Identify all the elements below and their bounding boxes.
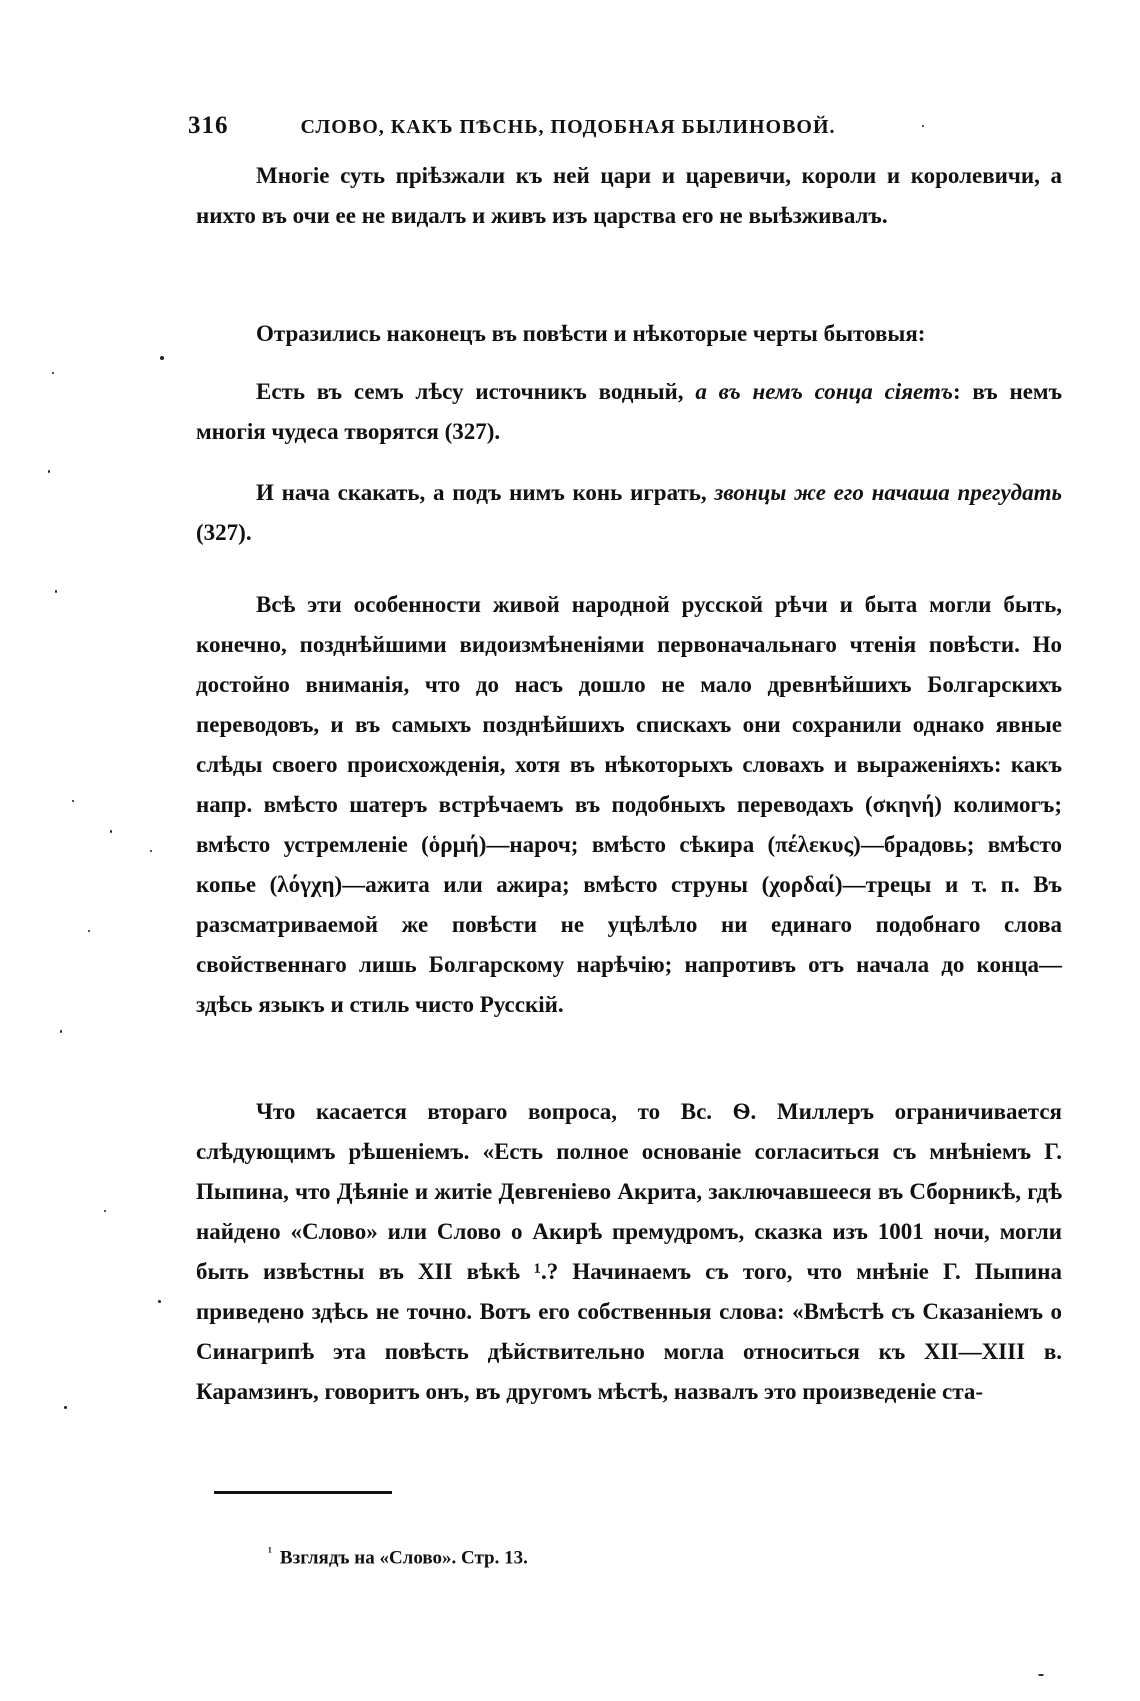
footnote-text: Взглядъ на «Слово». Стр. 13.: [279, 1547, 528, 1569]
scan-speck: [60, 1030, 62, 1033]
text-segment: Всѣ эти особенности живой народной русской рѣчи и быта могли быть, конечно, позднѣйшими видоизмѣненіями первоначальнаго чтенія повѣсти. Но достойно вниманія, что до насъ дошло не мало древнѣйшихъ Болгарскихъ переводовъ, и въ самыхъ позднѣйшихъ спискахъ они сохранили однако явные слѣды своего происхожденія, хотя въ нѣкоторыхъ словахъ и выраженіяхъ: какъ напр. вмѣсто шатеръ встрѣчаемъ въ подобныхъ переводахъ (σκηνή) колимогъ; вмѣсто устремленіе (ὁρμή)—нароч; вмѣсто сѣкира (πέλεκυς)—брадовь; вмѣсто копье (λόγχη)—ажита или ажира; вмѣсто струны (χορδαί)—трецы и т. п. Въ разсматриваемой же повѣсти не уцѣлѣло ни единаго подобнаго слова свойственнаго лишь Болгарскому нарѣчію; напротивъ отъ начала до конца—здѣсь языкъ и стиль чисто Русскій.: [196, 592, 1062, 1017]
scan-speck: [88, 930, 90, 932]
paragraph-1: [196, 156, 1062, 282]
running-title: СЛОВО, КАКЪ ПѢСНЬ, ПОДОБНАЯ БЫЛИНОВОЙ.: [300, 116, 836, 138]
paragraph-6: [196, 1092, 1062, 1452]
scan-speck: [52, 372, 54, 374]
scan-speck: [1038, 1674, 1044, 1676]
scan-speck: [48, 470, 50, 473]
scan-speck: [104, 1210, 106, 1212]
text-segment: : въ немъ многія чудеса творятся (327).: [196, 379, 1062, 444]
page-header: [188, 112, 1068, 148]
footnote-divider: [214, 1491, 392, 1494]
footnote-marker: ¹: [268, 1544, 272, 1559]
scan-speck: [55, 590, 57, 593]
text-segment: Многіе суть пріѣзжали къ ней цари и царевичи, короли и королевичи, а нихто въ очи ее не видалъ и живъ изъ царства его не выѣзживалъ.: [196, 163, 1062, 228]
scan-speck: [158, 1300, 161, 1303]
italic-segment: а въ немъ сонца сіяетъ: [695, 379, 953, 404]
scan-speck: [64, 1406, 67, 1409]
scan-speck: [110, 830, 112, 833]
paragraph-4-quote: [196, 473, 1062, 557]
scan-speck: [150, 850, 152, 852]
italic-segment: звонцы же его начаша прегудать: [714, 480, 1062, 505]
footnote: [268, 1538, 968, 1572]
text-segment: Отразились наконецъ въ повѣсти и нѣкоторые черты бытовыя:: [256, 321, 926, 346]
page-number: 316: [188, 112, 229, 139]
text-segment: И нача скакать, а подъ нимъ конь играть,: [256, 480, 715, 505]
text-segment: (327).: [196, 520, 252, 545]
paragraph-3-quote: [196, 372, 1062, 456]
scan-speck: [160, 356, 164, 360]
paragraph-5: [196, 585, 1062, 1065]
text-segment: Есть въ семъ лѣсу источникъ водный,: [256, 379, 696, 404]
text-segment: Что касается втораго вопроса, то Вс. Ѳ. Миллеръ ограничивается слѣдующимъ рѣшеніемъ. «Есть полное основаніе согласиться съ мнѣніемъ Г. Пыпина, что Дѣяніе и житіе Девгеніево Акрита, заключавшееся въ Сборникѣ, гдѣ найдено «Слово» или Слово о Акирѣ премудромъ, сказка изъ 1001 ночи, могли быть извѣстны въ XII вѣкѣ ¹.? Начинаемъ съ того, что мнѣніе Г. Пыпина приведено здѣсь не точно. Вотъ его собственныя слова: «Вмѣстѣ съ Сказаніемъ о Синагрипѣ эта повѣсть дѣйствительно могла относиться къ XII—XIII в. Карамзинъ, говоритъ онъ, въ другомъ мѣстѣ, назвалъ это произведеніе ста-: [196, 1099, 1062, 1404]
scan-speck: [922, 125, 924, 127]
paragraph-2: [196, 314, 1062, 356]
scan-speck: [72, 800, 74, 802]
